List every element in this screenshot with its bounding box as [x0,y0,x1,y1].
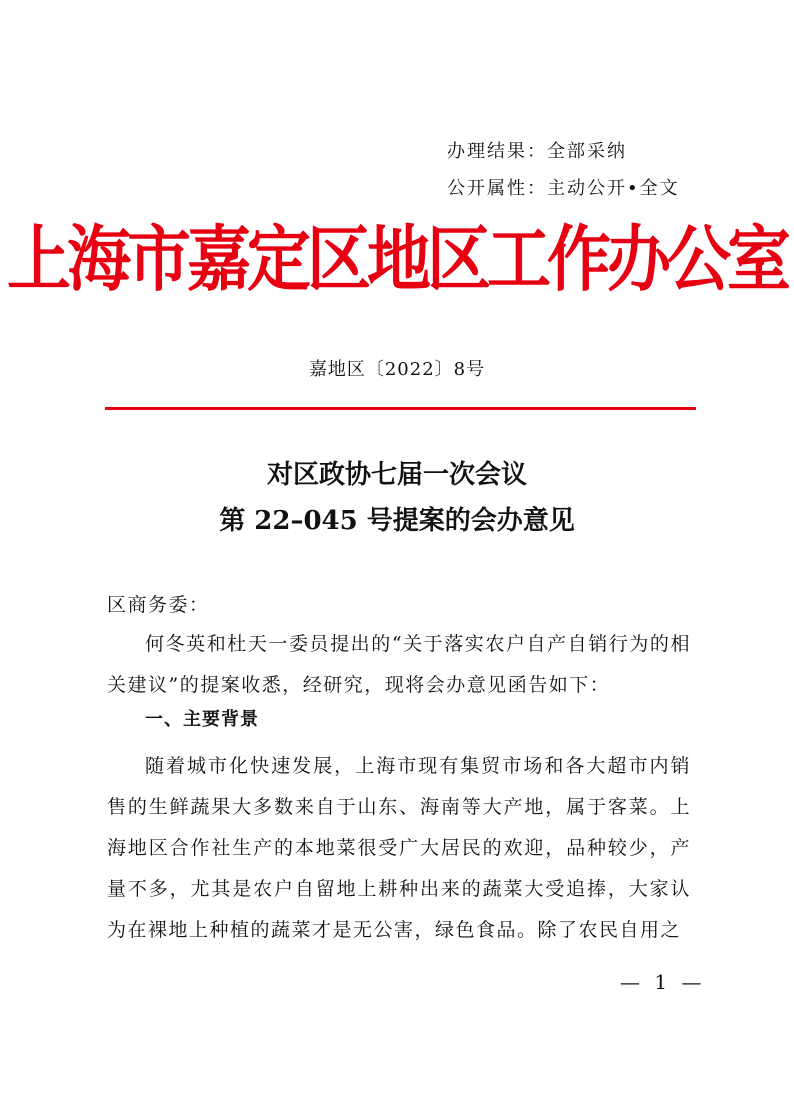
document-number: 嘉地区〔2022〕8号 [308,359,486,380]
section-heading-background: 一、主要背景 [145,709,259,730]
salutation: 区商务委： [107,594,210,616]
document-title-line-2: 第 22–045 号提案的会办意见 [219,506,575,536]
body-paragraph-2: 随着城市化快速发展，上海市现有集贸市场和各大超市内销售的生鲜蔬果大多数来自于山东、海南等大产地，属于客菜。上海地区合作社生产的本地菜很受广大居民的欢迎，品种较少，产量不多，尤其是农户自留地上耕种出来的蔬菜大受追捧，大家认为在裸地上种植的蔬菜才是无公害，绿色食品。除了农民自用之 [107,755,691,941]
body-paragraph-1: 何冬英和杜天一委员提出的“关于落实农户自产自销行为的相关建议”的提案收悉，经研究，现将会办意见函告如下： [107,633,691,696]
issuing-org-header: 上海市嘉定区地区工作办公室 [7,218,787,302]
page-number: — 1 — [620,970,706,994]
public-attribute: 公开属性：主动公开•全文 [447,178,680,199]
processing-result: 办理结果：全部采纳 [447,141,627,162]
document-title-line-1: 对区政协七届一次会议 [266,460,527,490]
red-divider-line [105,407,696,410]
